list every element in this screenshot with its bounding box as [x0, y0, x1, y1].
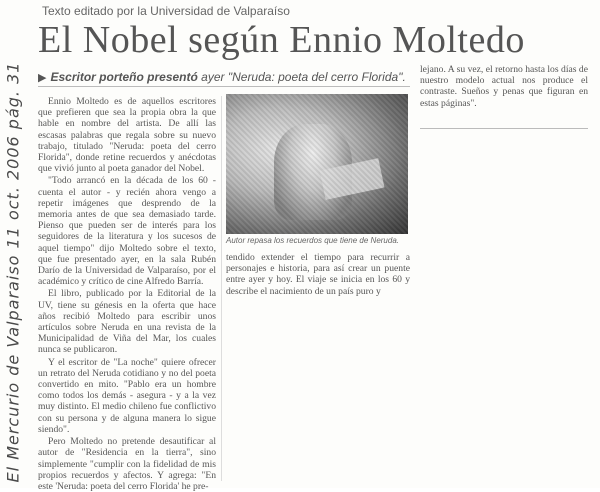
article-column-right [420, 64, 588, 109]
paragraph: lejano. A su vez, el retorno hasta los días de nuestro modelo actual nos produce el contraste. Sueños y penas que figuran en estas páginas". [420, 64, 588, 109]
column-divider [221, 96, 222, 481]
author-photo [226, 94, 408, 234]
dek-divider [38, 86, 410, 87]
handwritten-source-note [2, 62, 24, 482]
article-column-left [38, 96, 216, 492]
paragraph: "Todo arrancó en la década de los 60 - cuenta el autor - y recién ahora vengo a repetir imágenes que desprendo de la memoria antes de que sea demasiado tarde. Pienso que pueden ser de interés para los seguidores de la literatura y los sucesos de aquel tiempo" dijo Moltedo sobre el texto, que fue presentado ayer, en la sala Rubén Darío de la Universidad de Valparaíso, por el académico y crítico de cine Alfredo Barría. [38, 175, 216, 288]
paragraph: Pero Moltedo no pretende desautificar al autor de "Residencia en la tierra", sino simplemente "cumplir con la fidelidad de mis propios recuerdos y afectos. Y agrega: "En este 'Neruda: poeta del cerro Florida' he pre- [38, 436, 216, 492]
photo-halftone-overlay [226, 94, 408, 234]
paragraph: tendido extender el tiempo para recurrir a personajes e historia, para así crear un puente entre ayer y hoy. El viaje se inicia en los 60 y describe el nacimiento de un país puro y [226, 252, 410, 297]
dek-line [38, 70, 410, 84]
arrow-right-icon: ▶ [38, 72, 47, 84]
supertitle: Texto editado por la Universidad de Valparaíso [42, 4, 290, 18]
paragraph: El libro, publicado por la Editorial de la UV, tiene su génesis en la oferta que hace años recibió Moltedo para escribir unos artículos sobre Neruda en una revista de la Municipalidad de Viña del Mar, los cuales nunca se publicaron. [38, 288, 216, 356]
handwritten-source-text: El Mercurio de Valparaiso 11 oct. 2006 pág. 31 [3, 61, 23, 483]
article-column-middle [226, 252, 410, 297]
paragraph: Y el escritor de "La noche" quiere ofrecer un retrato del Neruda cotidiano y no del poeta convertido en mito. "Pablo era un hombre como todos los demás - asegura - y a la vez muy distinto. El medio chileno fue conflictivo con su persona y de alguna manera lo sigue siendo". [38, 356, 216, 435]
headline: El Nobel según Ennio Moltedo [38, 19, 525, 61]
dek-rest: ayer "Neruda: poeta del cerro Florida". [197, 70, 406, 84]
column-end-rule [420, 128, 588, 129]
dek-bold-lead: Escritor porteño presentó [50, 70, 198, 84]
paragraph: Ennio Moltedo es de aquellos escritores que prefieren que sea la propia obra la que hable en nombre del artista. De allí las escasas palabras que regala sobre su nuevo trabajo, titulado "Neruda: poeta del cerro Florida", donde retine recuerdos y anécdotas que vivió junto al poeta ganador del Nobel. [38, 96, 216, 175]
photo-caption: Autor repasa los recuerdos que tiene de Neruda. [226, 236, 399, 245]
